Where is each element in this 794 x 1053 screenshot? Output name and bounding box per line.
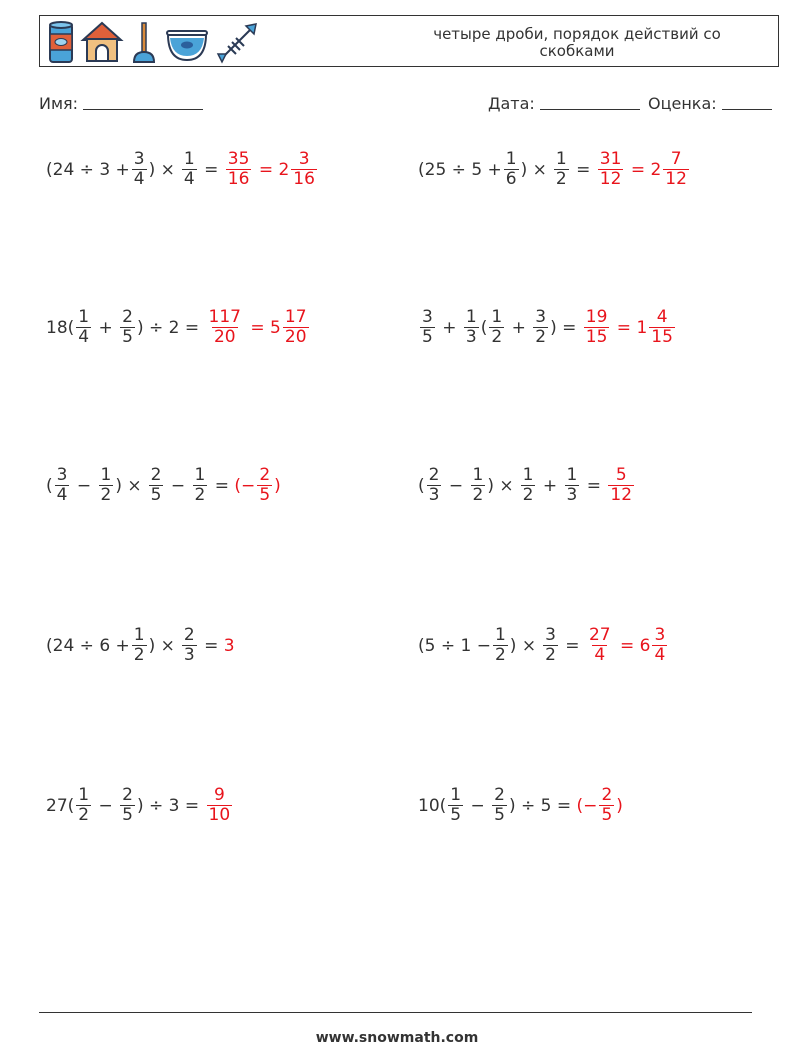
problem-1: (24 ÷ 3 + $\frac{3}{4}$ ) × $\frac{1}{4}$ = $\frac{35}{16}$ = 2 $\frac{3}{16}$ [46,150,319,189]
grade-label: Оценка: [648,94,717,113]
name-label: Имя: [39,94,79,113]
answer-7: 3 [223,635,235,656]
fishbowl-icon [164,20,210,64]
answer-6: $\frac{5}{12}$ [610,465,633,505]
footer-url[interactable]: www.snowmath.com [315,1030,479,1046]
answer-5: (− $\frac{2}{5}$ ) [234,465,281,505]
doghouse-icon [80,20,124,64]
answer-1: $\frac{35}{16}$ = 2 $\frac{3}{16}$ [227,149,315,189]
answer-8: $\frac{27}{4}$ = 6 $\frac{3}{4}$ [588,625,666,665]
date-field [488,94,640,113]
problem-7: (24 ÷ 6 + $\frac{1}{2}$ ) × $\frac{2}{3}$ = 3 [46,625,235,665]
name-blank[interactable] [83,95,203,110]
worksheet-title: четыре дроби, порядок действий со скобками [433,25,721,60]
header-icons [46,20,258,64]
grade-blank[interactable] [722,95,772,110]
problem-3: 18( $\frac{1}{4}$ + $\frac{2}{5}$ ) ÷ 2 = $\frac{117}{20}$ = 5 $\frac{17}{20}$ [46,308,311,347]
footer-divider [39,1012,752,1013]
problem-9: 27( $\frac{1}{2}$ − $\frac{2}{5}$ ) ÷ 3 = $\frac{9}{10}$ [46,786,234,825]
problem-2: (25 ÷ 5 + $\frac{1}{6}$ ) × $\frac{1}{2}$ = $\frac{31}{12}$ = 2 $\frac{7}{12}$ [418,150,691,189]
header-box [39,15,779,67]
answer-9: $\frac{9}{10}$ [208,785,231,825]
answer-4: $\frac{19}{15}$ = 1 $\frac{4}{15}$ [585,307,673,347]
answer-2: $\frac{31}{12}$ = 2 $\frac{7}{12}$ [599,149,687,189]
problem-10: 10( $\frac{1}{5}$ − $\frac{2}{5}$ ) ÷ 5 = (− $\frac{2}{5}$ ) [418,785,623,825]
problem-5: ( $\frac{3}{4}$ − $\frac{1}{2}$ ) × $\frac{2}{5}$ − $\frac{1}{2}$ = (− $\frac{2}{5}$ ) [46,465,281,505]
answer-10: (− $\frac{2}{5}$ ) [576,785,623,825]
date-label: Дата: [488,94,535,113]
answer-3: $\frac{117}{20}$ = 5 $\frac{17}{20}$ [208,307,307,347]
name-field [39,94,203,113]
problem-8: (5 ÷ 1 − $\frac{1}{2}$ ) × $\frac{3}{2}$ = $\frac{27}{4}$ = 6 $\frac{3}{4}$ [418,626,669,665]
problem-4: $\frac{3}{5}$ + $\frac{1}{3}$ ( $\frac{1}{2}$ + $\frac{3}{2}$ ) = $\frac{19}{15}$ = 1 $\frac{4}{15}$ [418,308,677,347]
can-icon [46,20,76,64]
fishbone-icon [214,20,258,64]
problem-6: ( $\frac{2}{3}$ − $\frac{1}{2}$ ) × $\frac{1}{2}$ + $\frac{1}{3}$ = $\frac{5}{12}$ [418,466,636,505]
grade-field [648,94,772,113]
plunger-icon [128,20,160,64]
date-blank[interactable] [540,95,640,110]
